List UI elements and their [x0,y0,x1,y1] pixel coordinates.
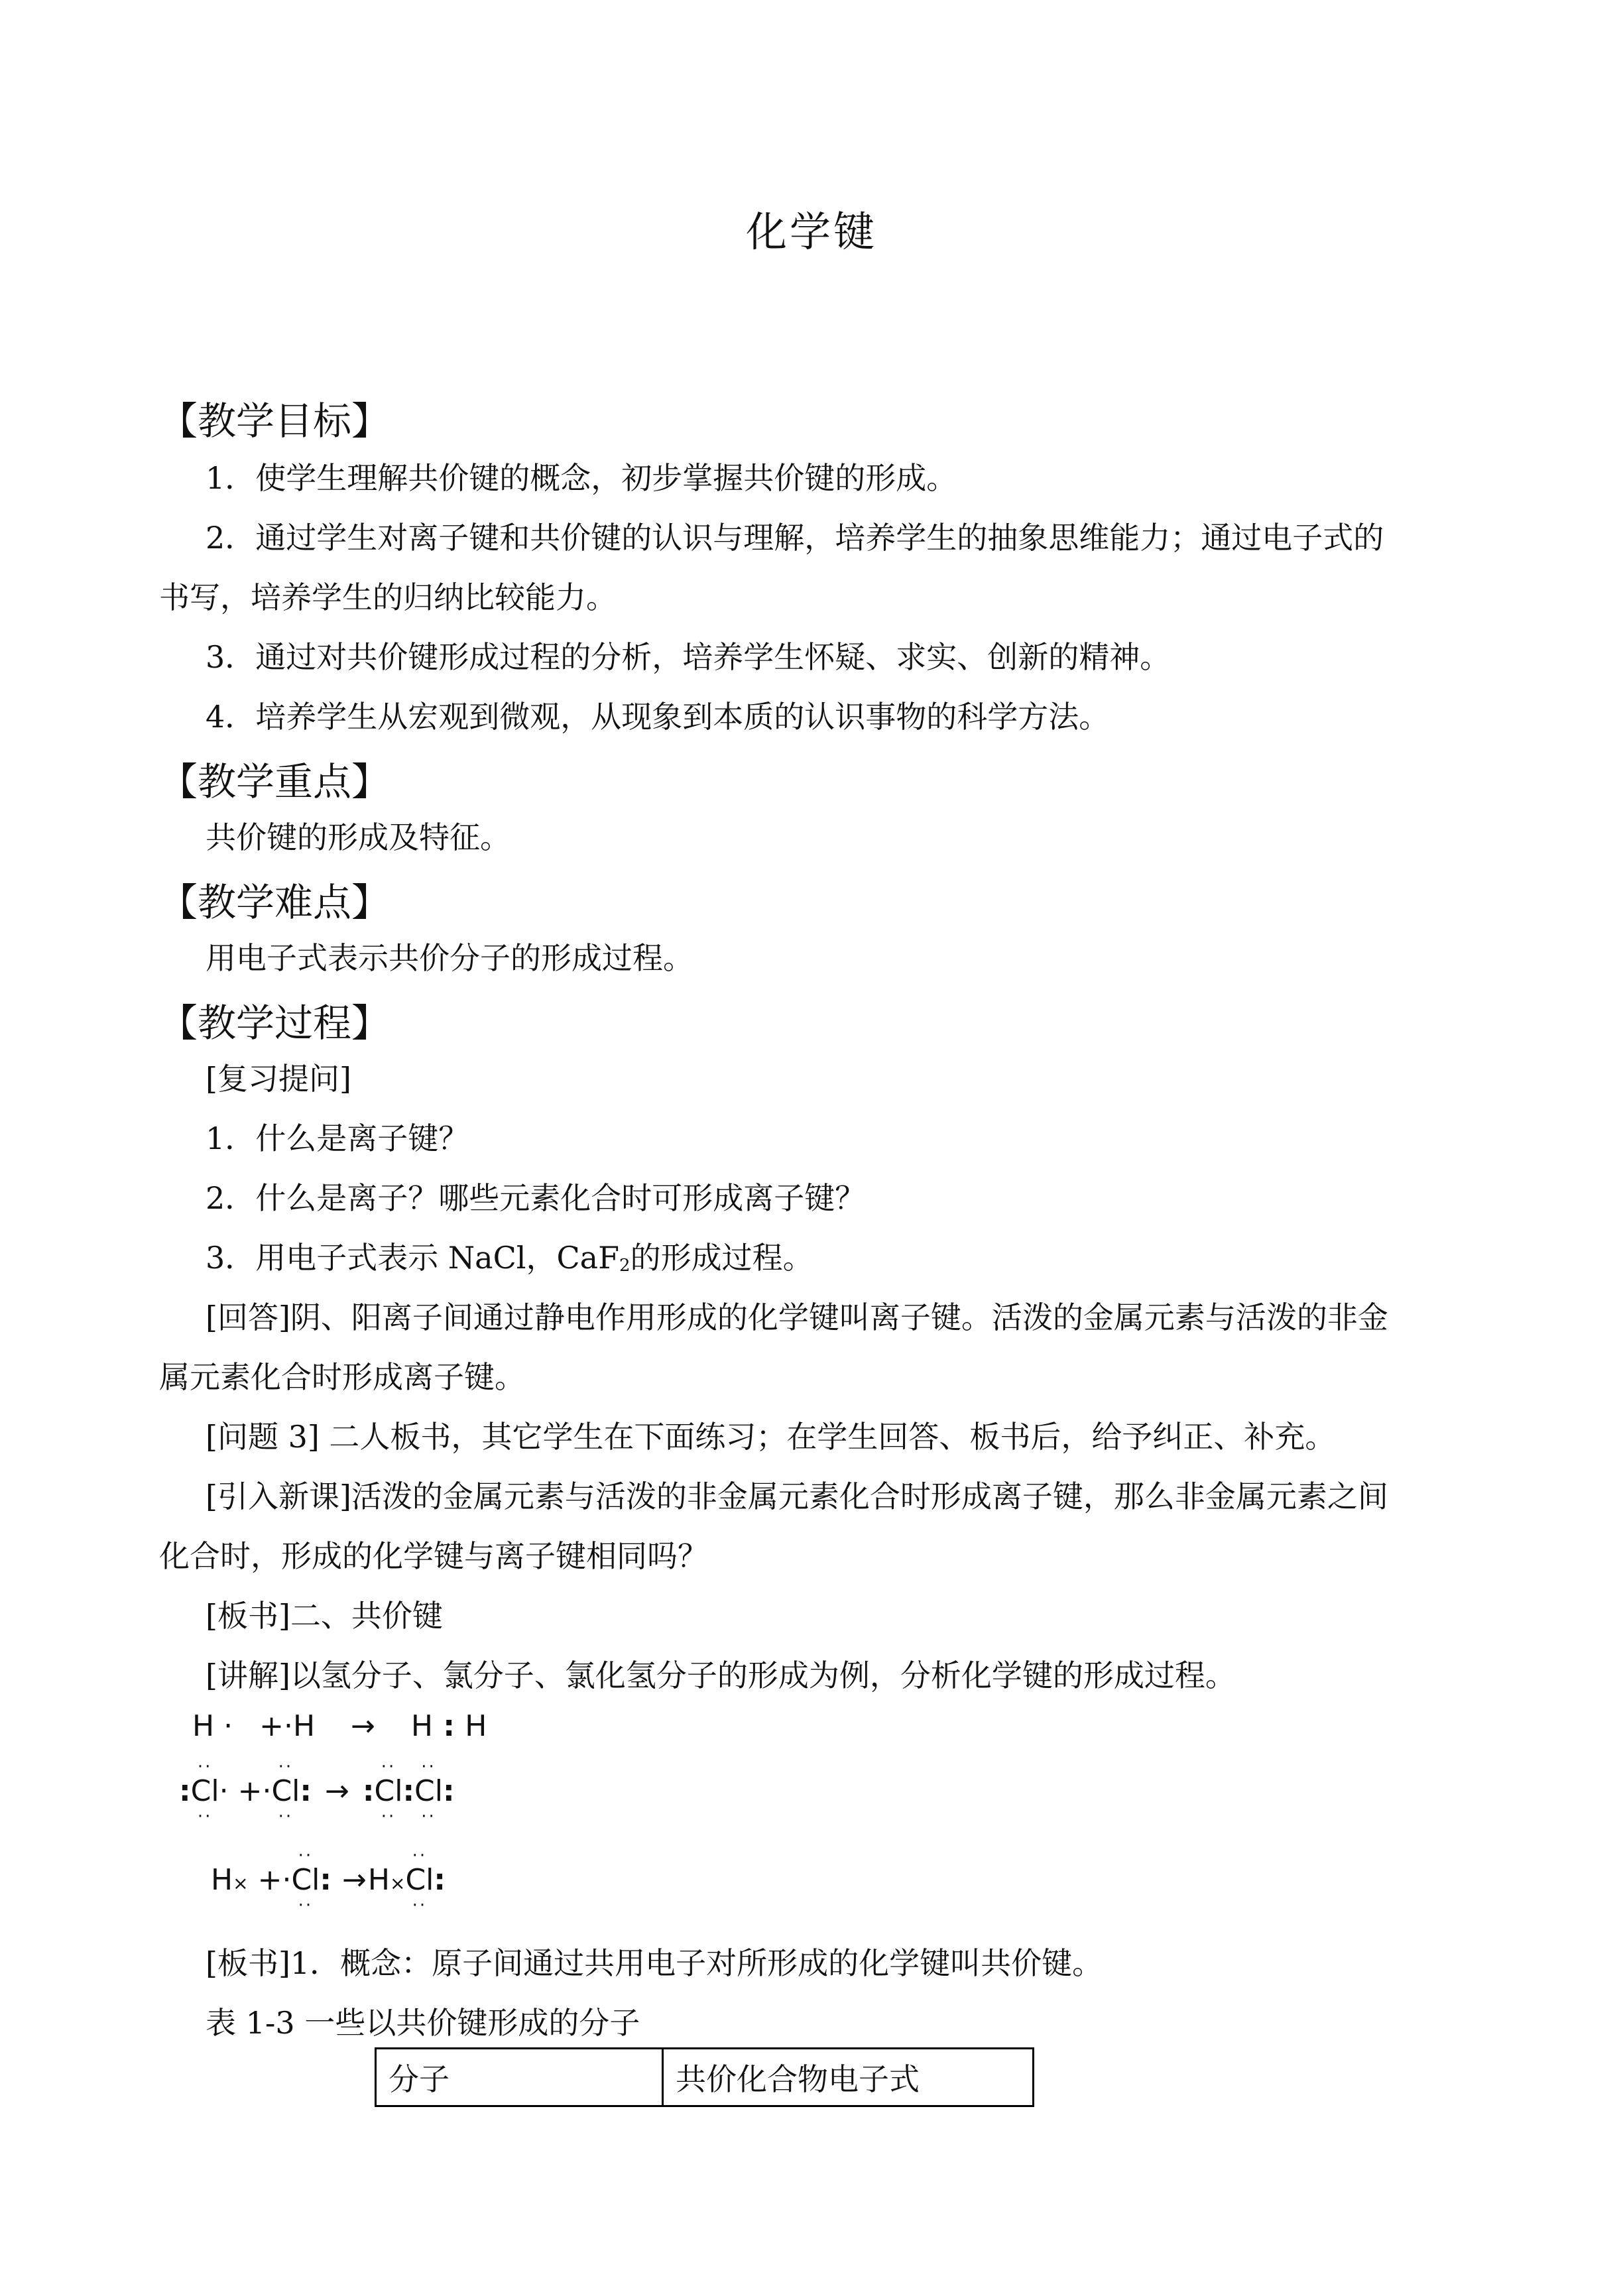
electron-dot: · [214,1709,243,1743]
atom-cl: ·· Cl ·· [291,1846,320,1915]
intro-line-1: [引入新课]活泼的金属元素与活泼的非金属元素化合时形成离子键，那么非金属元素之间 [206,1479,1388,1514]
electron-dot: · [282,1863,292,1897]
atom-cl: ·· Cl ·· [414,1757,443,1827]
atom-h: H [292,1709,316,1743]
atom-cl: ·· Cl ·· [405,1846,434,1915]
table-header-row [376,2049,1034,2106]
electron-cross: × [233,1872,249,1894]
atom-h: H [192,1709,215,1743]
lone-pair: : [443,1774,455,1808]
question-3-note: [问题 3] 二人板书，其它学生在下面练习；在学生回答、板书后，给予纠正、补充。 [206,1419,1336,1455]
objective-2-cont: 书写，培养学生的归纳比较能力。 [159,579,617,615]
objective-4: 4．培养学生从宏观到微观，从现象到本质的认识事物的科学方法。 [206,699,1110,735]
electron-cross: × [389,1872,406,1894]
plus-sign: + [237,1774,263,1808]
shared-pair: : [402,1774,415,1808]
arrow: → [325,1774,349,1808]
question-3 [206,1228,813,1296]
objectives-heading: 【教学目标】 [159,398,391,444]
electron-dot: · [262,1774,272,1808]
formula-h2 [192,1709,487,1743]
question-3-main: 3．用电子式表示 NaCl，CaF [206,1240,620,1276]
electron-dot: · [283,1709,293,1743]
plus-sign: + [259,1709,284,1743]
question-3-end: 的形成过程。 [630,1240,813,1276]
objective-1: 1．使学生理解共价键的概念，初步掌握共价键的形成。 [206,460,957,496]
lone-pair: : [362,1774,375,1808]
atom-h: H [465,1709,487,1743]
explain-line: [讲解]以氢分子、氯分子、氯化氢分子的形成为例，分析化学键的形成过程。 [206,1658,1236,1693]
table-caption: 表 1-3 一些以共价键形成的分子 [206,2005,640,2041]
atom-h: H [410,1709,433,1743]
objective-3: 3．通过对共价键形成过程的分析，培养学生怀疑、求实、创新的精神。 [206,639,1171,675]
table-header-cell: 分子 [376,2049,663,2106]
arrow: → [351,1709,375,1743]
atom-h: H [211,1863,233,1897]
molecule-table [375,2047,1034,2107]
formula-cl2 [179,1757,455,1827]
lone-pair: : [320,1863,331,1897]
plus-sign: + [257,1863,282,1897]
process-heading: 【教学过程】 [159,1000,391,1046]
electron-dot: · [219,1774,229,1808]
question-1: 1．什么是离子键？ [206,1120,469,1156]
lone-pair: : [300,1774,312,1808]
board-line-2: [板书]1．概念：原子间通过共用电子对所形成的化学键叫共价键。 [206,1945,1103,1981]
table-header-cell: 共价化合物电子式 [663,2049,1034,2106]
shared-pair: : [433,1709,465,1743]
lone-pair: : [179,1774,191,1808]
board-line-1: [板书]二、共价键 [206,1598,443,1634]
atom-cl: ·· Cl ·· [190,1757,219,1827]
arrow: → [342,1863,367,1897]
atom-h: H [367,1863,390,1897]
answer-line-1: [回答]阴、阳离子间通过静电作用形成的化学键叫离子键。活泼的金属元素与活泼的非金 [206,1299,1388,1335]
objective-2: 2．通过学生对离子键和共价键的认识与理解，培养学生的抽象思维能力；通过电子式的 [206,520,1384,556]
atom-cl: ·· Cl ·· [271,1757,300,1827]
difficulty-heading: 【教学难点】 [159,880,391,925]
atom-cl: ·· Cl ·· [374,1757,403,1827]
question-3-subscript: 2 [619,1256,631,1276]
lone-pair: : [434,1863,446,1897]
difficulty-text: 用电子式表示共价分子的形成过程。 [206,940,693,976]
page-title: 化学键 [745,208,877,256]
key-point-heading: 【教学重点】 [159,759,391,804]
review-label: [复习提问] [206,1061,351,1097]
question-2: 2．什么是离子？哪些元素化合时可形成离子键？ [206,1180,866,1216]
formula-hcl [211,1846,446,1915]
intro-line-2: 化合时，形成的化学键与离子键相同吗？ [159,1538,708,1574]
answer-line-2: 属元素化合时形成离子键。 [159,1359,525,1395]
key-point-text: 共价键的形成及特征。 [206,819,511,855]
